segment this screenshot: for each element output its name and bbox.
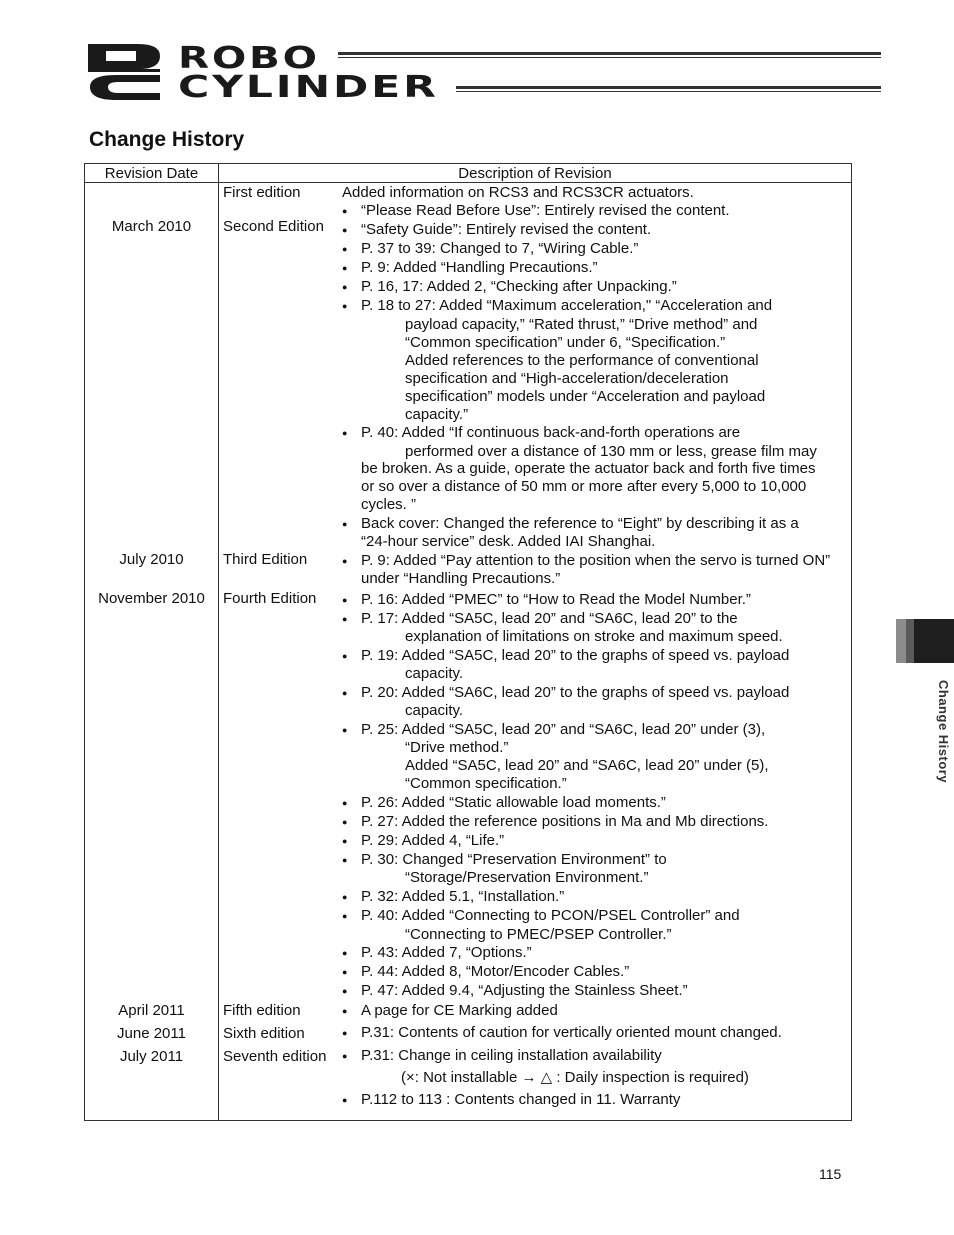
revision-item: ● P. 40: Added “If continuous back-and-forth operations are (361, 424, 740, 442)
revision-item: ● “Safety Guide”: Entirely revised the content. (361, 221, 651, 239)
revision-item: ● P.31: Contents of caution for vertically oriented mount changed. (361, 1024, 782, 1042)
revision-text: Added “SA5C, lead 20” and “SA6C, lead 20” under (5), (405, 757, 769, 774)
revision-text: specification” models under “Acceleration and payload (405, 388, 766, 405)
revision-text: capacity.” (405, 406, 469, 423)
logo-word-robo: ROBO (178, 41, 320, 76)
edition-label: Fifth edition (223, 1002, 301, 1019)
revision-text: performed over a distance of 130 mm or less, grease film may (405, 443, 817, 460)
revision-text: capacity. (405, 665, 464, 682)
revision-text: specification and “High-acceleration/deceleration (405, 370, 729, 387)
revision-item: ● P. 47: Added 9.4, “Adjusting the Stainless Sheet.” (361, 982, 688, 1000)
robo-cylinder-logo (86, 42, 886, 104)
revision-item: ● P. 37 to 39: Changed to 7, “Wiring Cable.” (361, 240, 638, 258)
revision-text: be broken. As a guide, operate the actuator back and forth five times (361, 460, 816, 477)
change-history-table (84, 163, 852, 1121)
header-rule (456, 86, 881, 92)
side-tab-label: Change History (936, 680, 951, 784)
revision-item: ● P. 29: Added 4, “Life.” (361, 832, 504, 850)
revision-date: April 2011 (118, 1002, 185, 1019)
revision-text: or so over a distance of 50 mm or more after every 5,000 to 10,000 (361, 478, 807, 495)
page-title: Change History (89, 128, 245, 151)
col-header-description: Description of Revision (458, 165, 612, 182)
revision-item: ● A page for CE Marking added (361, 1002, 558, 1020)
revision-item: ● P. 27: Added the reference positions in Ma and Mb directions. (361, 813, 768, 831)
page-number: 115 (819, 1166, 842, 1182)
revision-date: March 2010 (111, 218, 192, 235)
revision-item: ● Back cover: Changed the reference to “Eight” by describing it as a (361, 515, 799, 533)
revision-item: ● P. 16, 17: Added 2, “Checking after Unpacking.” (361, 278, 677, 296)
revision-item: ● P.112 to 113 : Contents changed in 11. Warranty (361, 1091, 680, 1109)
column-divider (218, 164, 219, 1120)
revision-item: ● P. 40: Added “Connecting to PCON/PSEL Controller” and (361, 907, 740, 925)
edition-label: Seventh edition (223, 1048, 327, 1065)
edition-label: Fourth Edition (223, 590, 317, 607)
header-rule (338, 52, 881, 58)
revision-item: ● P. 16: Added “PMEC” to “How to Read the Model Number.” (361, 591, 751, 609)
revision-text: “Common specification.” (405, 775, 567, 792)
revision-item: ● P. 17: Added “SA5C, lead 20” and “SA6C, lead 20” to the (361, 610, 738, 628)
revision-item: ● P. 30: Changed “Preservation Environment” to (361, 851, 667, 869)
revision-text: Added information on RCS3 and RCS3CR actuators. (342, 184, 694, 201)
revision-item: ● P. 44: Added 8, “Motor/Encoder Cables.” (361, 963, 629, 981)
revision-text: “Drive method.” (405, 739, 509, 756)
chapter-tab (896, 619, 954, 663)
edition-label: Sixth edition (223, 1025, 305, 1042)
revision-text: “Common specification” under 6, “Specification.” (405, 334, 726, 351)
revision-item: ● P. 18 to 27: Added “Maximum acceleration," “Acceleration and (361, 297, 772, 315)
revision-date: July 2010 (119, 551, 184, 568)
revision-item: ● “Please Read Before Use”: Entirely revised the content. (361, 202, 730, 220)
edition-label: Second Edition (223, 218, 324, 235)
revision-text: cycles. ” (361, 496, 417, 513)
revision-item: ● P.31: Change in ceiling installation availability (361, 1047, 662, 1065)
revision-item: ● P. 26: Added “Static allowable load moments.” (361, 794, 666, 812)
revision-text: under “Handling Precautions.” (361, 570, 561, 587)
revision-item: ● P. 32: Added 5.1, “Installation.” (361, 888, 564, 906)
rc-logo-mark (86, 42, 166, 102)
revision-item: ● P. 20: Added “SA6C, lead 20” to the graphs of speed vs. payload (361, 684, 789, 702)
revision-item: ● P. 9: Added “Handling Precautions.” (361, 259, 598, 277)
col-header-date: Revision Date (104, 165, 199, 182)
revision-date: June 2011 (117, 1025, 186, 1042)
edition-label: First edition (223, 184, 301, 201)
revision-item: ● P. 19: Added “SA5C, lead 20” to the graphs of speed vs. payload (361, 647, 789, 665)
logo-word-cylinder: CYLINDER (178, 70, 439, 105)
revision-text: Added references to the performance of conventional (405, 352, 759, 369)
revision-item: ● P. 25: Added “SA5C, lead 20” and “SA6C, lead 20” under (3), (361, 721, 765, 739)
revision-text: (×: Not installable → △ : Daily inspection is required) (401, 1069, 749, 1086)
edition-label: Third Edition (223, 551, 308, 568)
table-header (85, 164, 851, 183)
revision-item: ● P. 43: Added 7, “Options.” (361, 944, 532, 962)
revision-item: ● P. 9: Added “Pay attention to the position when the servo is turned ON” (361, 552, 830, 570)
revision-text: “24-hour service” desk. Added IAI Shanghai. (361, 533, 656, 550)
revision-date: July 2011 (119, 1048, 184, 1065)
revision-text: payload capacity,” “Rated thrust,” “Drive method” and (405, 316, 758, 333)
revision-text: “Storage/Preservation Environment.” (405, 869, 649, 886)
revision-text: “Connecting to PMEC/PSEP Controller.” (405, 926, 672, 943)
revision-text: explanation of limitations on stroke and maximum speed. (405, 628, 783, 645)
revision-text: capacity. (405, 702, 464, 719)
revision-date: November 2010 (98, 590, 205, 607)
